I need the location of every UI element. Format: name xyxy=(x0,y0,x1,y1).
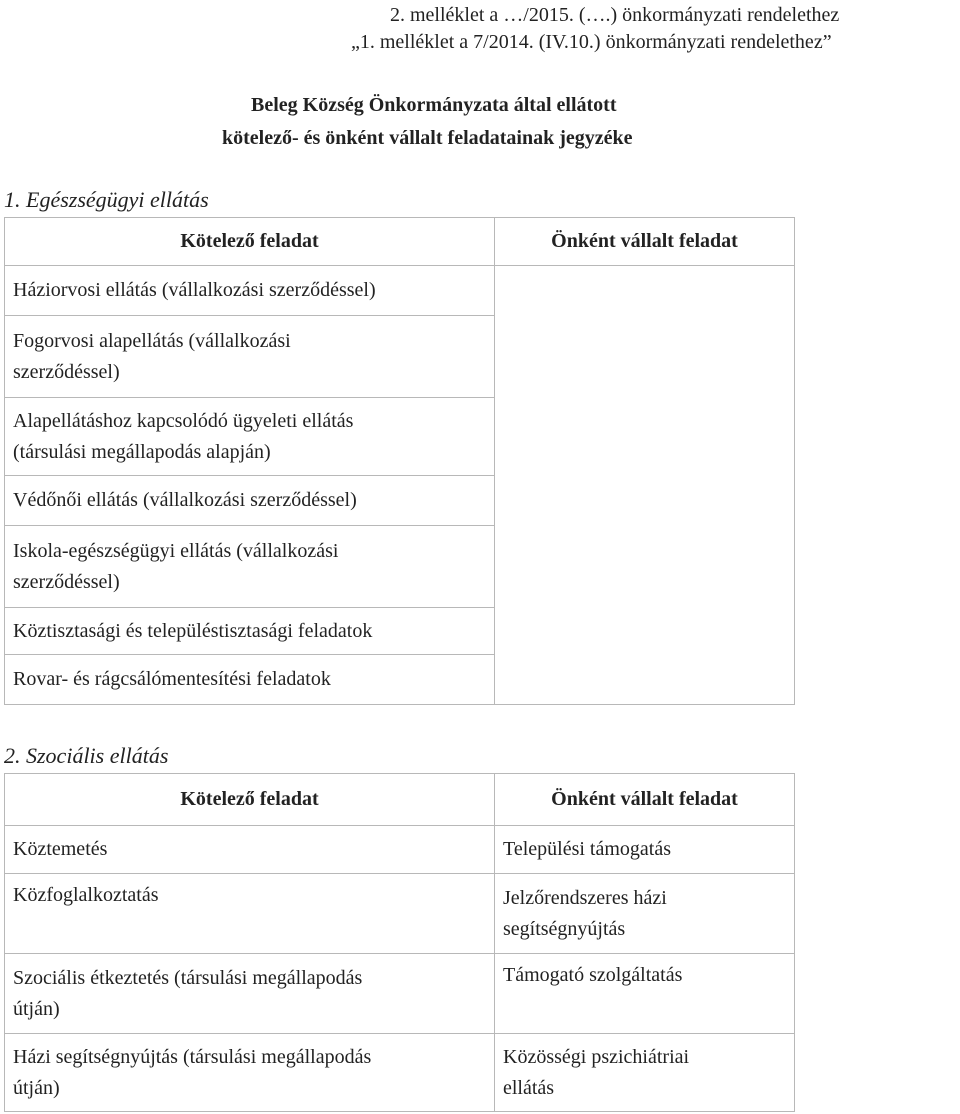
table-row xyxy=(5,266,495,316)
document-title: Beleg Község Önkormányzata által ellátott xyxy=(251,94,617,116)
cell-text: Támogató szolgáltatás xyxy=(503,964,683,986)
cell-text: szerződéssel) xyxy=(13,360,120,383)
cell-text: ellátás xyxy=(503,1076,555,1099)
table-row xyxy=(5,316,495,398)
cell-text: Fogorvosi alapellátás (vállalkozási xyxy=(13,329,291,352)
cell-text: Házi segítségnyújtás (társulási megállapodás xyxy=(13,1045,372,1068)
cell-text: Háziorvosi ellátás (vállalkozási szerződéssel) xyxy=(13,279,376,301)
column-header-voluntary: Önként vállalt feladat xyxy=(495,774,795,826)
cell-text: Közfoglalkoztatás xyxy=(13,884,159,906)
table-row xyxy=(5,476,495,526)
table-row xyxy=(5,826,495,874)
table-row xyxy=(5,608,495,655)
section-heading-health: 1. Egészségügyi ellátás xyxy=(4,187,209,212)
table-row xyxy=(5,1034,495,1112)
cell-text: útján) xyxy=(13,997,60,1020)
table-row xyxy=(495,874,795,954)
table-row xyxy=(495,826,795,874)
table-row xyxy=(5,526,495,608)
annex-reference: 2. melléklet a …/2015. (….) önkormányzati rendelethez xyxy=(390,4,840,26)
document-subtitle: kötelező- és önként vállalt feladatainak jegyzéke xyxy=(222,127,633,149)
column-header-mandatory: Kötelező feladat xyxy=(5,218,495,266)
cell-text: segítségnyújtás xyxy=(503,917,626,940)
column-header-mandatory: Kötelező feladat xyxy=(5,774,495,826)
cell-text: Jelzőrendszeres házi xyxy=(503,886,667,909)
section-heading-social: 2. Szociális ellátás xyxy=(4,743,169,768)
health-tasks-table xyxy=(4,217,795,705)
table-row xyxy=(5,398,495,476)
cell-text: Szociális étkeztetés (társulási megállapodás xyxy=(13,966,363,989)
table-row xyxy=(495,1034,795,1112)
table-row xyxy=(495,954,795,1034)
cell-text: (társulási megállapodás alapján) xyxy=(13,440,271,463)
cell-text: Rovar- és rágcsálómentesítési feladatok xyxy=(13,668,331,690)
social-tasks-table xyxy=(4,773,795,1112)
cell-text: Védőnői ellátás (vállalkozási szerződéssel) xyxy=(13,489,357,511)
cell-text: Köztemetés xyxy=(13,838,108,860)
annex-amendment-reference: „1. melléklet a 7/2014. (IV.10.) önkormányzati rendelethez” xyxy=(351,31,832,53)
cell-text: útján) xyxy=(13,1076,60,1099)
table-row xyxy=(5,874,495,954)
cell-text: Köztisztasági és településtisztasági feladatok xyxy=(13,619,373,642)
cell-text: Települési támogatás xyxy=(503,838,671,860)
table-row xyxy=(5,954,495,1034)
cell-text: Iskola-egészségügyi ellátás (vállalkozási xyxy=(13,539,339,562)
cell-text: szerződéssel) xyxy=(13,570,120,593)
table-row xyxy=(5,655,495,705)
column-header-voluntary: Önként vállalt feladat xyxy=(495,218,795,266)
cell-text: Alapellátáshoz kapcsolódó ügyeleti ellátás xyxy=(13,409,354,432)
empty-voluntary-cell xyxy=(495,266,795,705)
cell-text: Közösségi pszichiátriai xyxy=(503,1045,690,1068)
